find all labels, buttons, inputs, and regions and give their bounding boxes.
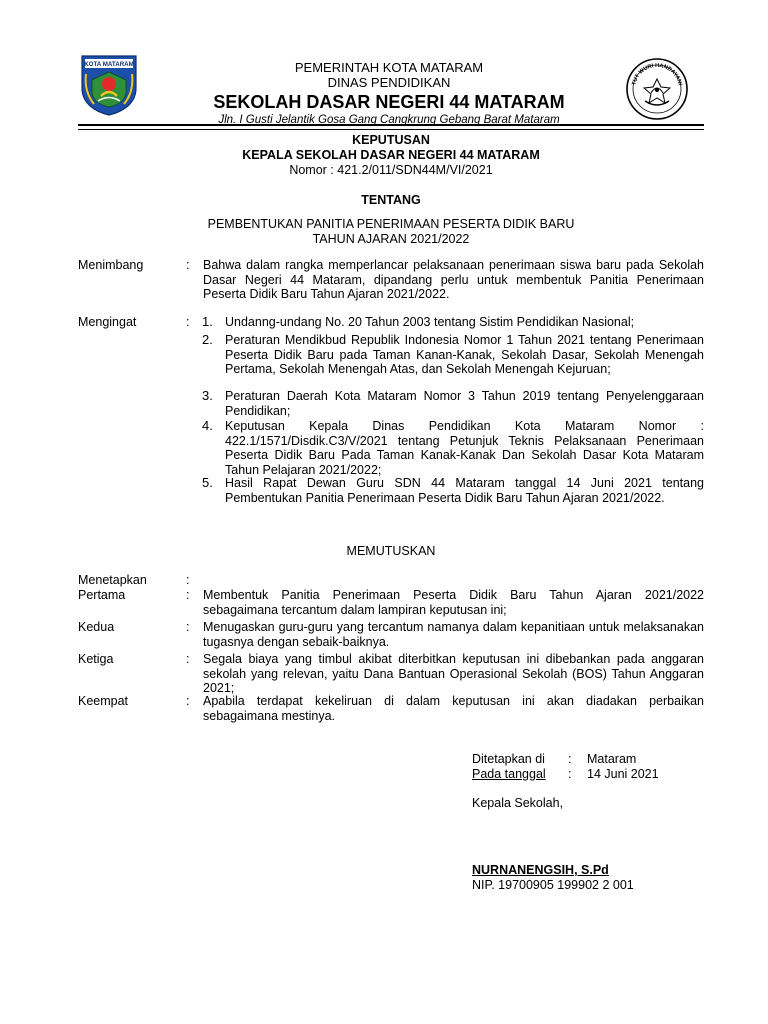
decision-label: Ketiga [78, 652, 114, 666]
consideration-text: Peraturan Mendikbud Republik Indonesia Nomor 1 Tahun 2021 tentang Penerimaan Peserta Didik Baru pada Taman Kanan-Kanak, Sekolah Dasar, Sekolah Menengah Pertama, Sekolah Menengah Atas, dan Sekolah Menengah Kejuruan; [225, 333, 704, 376]
office-name: DINAS PENDIDIKAN [327, 75, 451, 90]
decision-colon: : [186, 588, 190, 602]
emblem-label: KOTA MATARAM [84, 61, 134, 68]
menimbang-label: Menimbang [78, 258, 144, 272]
decision-label: Menetapkan [78, 573, 147, 587]
decision-colon: : [186, 652, 190, 666]
about-heading: TENTANG [361, 193, 421, 207]
place-value: Mataram [587, 752, 637, 766]
decision-label: Kedua [78, 620, 115, 634]
decision-label: Keempat [78, 694, 129, 708]
consideration-number: 5. [202, 475, 213, 490]
consideration-text: Hasil Rapat Dewan Guru SDN 44 Mataram tanggal 14 Juni 2021 tentang Pembentukan Panitia Penerimaan Peserta Didik Baru Tahun Ajaran 2021/2022. [225, 476, 704, 505]
place-label: Ditetapkan di [472, 752, 545, 766]
consideration-text: Peraturan Daerah Kota Mataram Nomor 3 Tahun 2019 tentang Penyelenggaraan Pendidikan; [225, 389, 704, 418]
menimbang-colon: : [186, 258, 190, 272]
decision-text: Segala biaya yang timbul akibat diterbitkan keputusan ini dibebankan pada anggaran sekolah yang relevan, yaitu Dana Bantuan Operasional Sekolah (BOS) Tahun Anggaran 2021; [203, 652, 704, 695]
letterhead-rule-thick [78, 124, 704, 126]
consideration-number: 1. [202, 314, 213, 329]
letterhead-rule-thin [78, 129, 704, 130]
decision-label: Pertama [78, 588, 126, 602]
date-label: Pada tanggal [472, 767, 546, 781]
date-value: 14 Juni 2021 [587, 767, 659, 781]
emblem-motto: TUT WURI HANDAYANI [631, 62, 683, 86]
consideration-number: 2. [202, 332, 213, 347]
decree-title: KEPUTUSAN [352, 133, 430, 147]
signatory-nip: NIP. 19700905 199902 2 001 [472, 878, 634, 892]
consideration-number: 4. [202, 418, 213, 433]
consideration-number: 3. [202, 388, 213, 403]
subject-line-2: TAHUN AJARAN 2021/2022 [312, 232, 470, 246]
consideration-text: Undanng-undang No. 20 Tahun 2003 tentang Sistim Pendidikan Nasional; [225, 315, 635, 329]
consideration-text: Keputusan Kepala Dinas Pendidikan Kota Mataram Nomor : 422.1/1571/Disdik.C3/V/2021 tentang Petunjuk Teknis Pelaksanaan Penerimaan Peserta Didik Baru Pada Taman Kanak-Kanak Dan Sekolah Dasar Kota Mataram Tahun Pelajaran 2021/2022; [225, 419, 704, 477]
decision-colon: : [186, 620, 190, 634]
signatory-name: NURNANENGSIH, S.Pd [472, 863, 609, 877]
mengingat-colon: : [186, 315, 190, 329]
subject-line-1: PEMBENTUKAN PANITIA PENERIMAAN PESERTA DIDIK BARU [207, 217, 575, 231]
kota-mataram-emblem-icon [76, 54, 142, 116]
decision-text: Menugaskan guru-guru yang tercantum namanya dalam kepanitiaan untuk melaksanakan tugasnya dengan sebaik-baiknya. [203, 620, 704, 649]
decision-text: Apabila terdapat kekeliruan di dalam keputusan ini akan diadakan perbaikan sebagaimana mestinya. [203, 694, 704, 723]
menimbang-text: Bahwa dalam rangka memperlancar pelaksanaan penerimaan siswa baru pada Sekolah Dasar Negeri 44 Mataram, dipandang perlu untuk membentuk Panitia Penerimaan Peserta Didik Baru Tahun Ajaran 2021/2022. [203, 258, 704, 301]
school-name: SEKOLAH DASAR NEGERI 44 MATARAM [213, 92, 565, 112]
decision-text: Membentuk Panitia Penerimaan Peserta Didik Baru Tahun Ajaran 2021/2022 sebagaimana tercantum dalam lampiran keputusan ini; [203, 588, 704, 617]
decision-colon: : [186, 694, 190, 708]
place-colon: : [568, 752, 572, 766]
decree-issuer: KEPALA SEKOLAH DASAR NEGERI 44 MATARAM [242, 148, 540, 162]
date-colon: : [568, 767, 572, 781]
tut-wuri-handayani-emblem-icon [625, 57, 689, 121]
school-address: Jln. I Gusti Jelantik Gosa Gang Cangkrung Gebang Barat Mataram [218, 114, 560, 126]
decree-number: Nomor : 421.2/011/SDN44M/VI/2021 [289, 163, 493, 177]
letterhead [150, 60, 628, 127]
mengingat-label: Mengingat [78, 315, 137, 329]
signatory-position: Kepala Sekolah, [472, 796, 564, 810]
decision-colon: : [186, 573, 190, 587]
memutuskan-heading: MEMUTUSKAN [346, 544, 436, 558]
government-name: PEMERINTAH KOTA MATARAM [294, 60, 484, 75]
